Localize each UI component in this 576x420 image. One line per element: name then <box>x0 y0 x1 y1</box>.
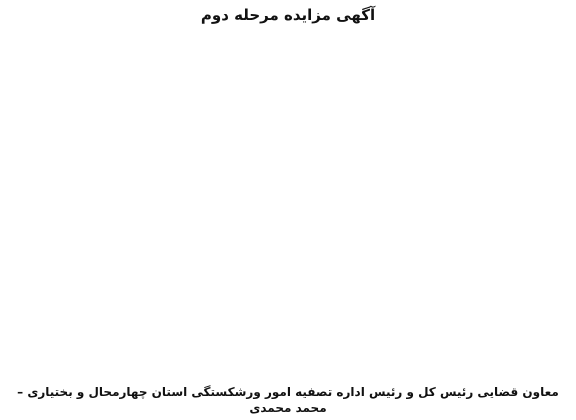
notice-signature: معاون قضایی رئیس کل و رئیس اداره تصفیه امور ورشکستگی استان چهارمحال و بختیاری – محمد محمدی <box>17 385 559 415</box>
notice-title: آگهی مزایده مرحله دوم <box>200 6 376 24</box>
